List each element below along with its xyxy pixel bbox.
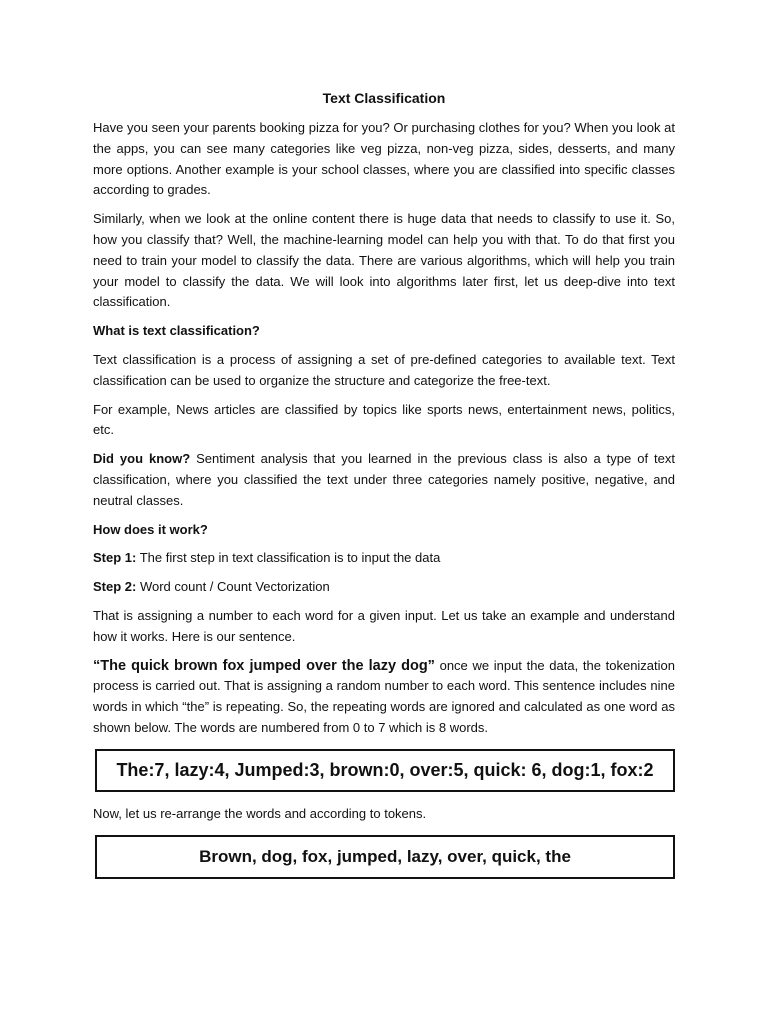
rearrange-paragraph: Now, let us re-arrange the words and according to tokens. <box>93 805 427 821</box>
definition-paragraph: Text classification is a process of assigning a set of pre-defined categories to available text. Text classification can be used to organize the structure and categorize the free-text. <box>93 351 675 388</box>
step-2-paragraph <box>93 577 675 598</box>
intro-paragraph-2: Similarly, when we look at the online content there is huge data that needs to classify to use it. So, how you classify that? Well, the machine-learning model can help you with that. To do that first you need to train your model to classify the data. There are various algorithms, which will help you train your model to classify the data. We will look into algorithms later first, let us deep-dive into text classification. <box>93 211 675 310</box>
step-2-label: Step 2: <box>93 579 137 595</box>
section-heading-how: How does it work? <box>93 521 208 537</box>
token-mapping-box: The:7, lazy:4, Jumped:3, brown:0, over:5, quick: 6, dog:1, fox:2 <box>95 749 675 792</box>
example-sentence-paragraph <box>93 656 675 739</box>
word-count-explanation: That is assigning a number to each word for a given input. Let us take an example and understand how it works. Here is our sentence. <box>93 607 675 644</box>
page-title: Text Classification <box>322 90 446 106</box>
intro-paragraph-1: Have you seen your parents booking pizza for you? Or purchasing clothes for you? When you look at the apps, you can see many categories like veg pizza, non-veg pizza, sides, desserts, and many more options. Another example is your school classes, where you are classified into specific classes according to grades. <box>93 120 675 198</box>
sorted-tokens-box: Brown, dog, fox, jumped, lazy, over, quick, the <box>95 835 675 879</box>
did-you-know-label: Did you know? <box>93 451 191 467</box>
document-page <box>93 88 675 879</box>
section-heading-what-is: What is text classification? <box>93 323 260 339</box>
step-2-text: Word count / Count Vectorization <box>136 579 330 595</box>
example-sentence: “The quick brown fox jumped over the lazy dog” <box>93 657 435 674</box>
step-1-text: The first step in text classification is to input the data <box>136 550 441 566</box>
did-you-know-text: Sentiment analysis that you learned in the previous class is also a type of text classification, where you classified the text under three categories namely positive, negative, and neutral classes. <box>93 451 675 508</box>
example-paragraph: For example, News articles are classified by topics like sports news, entertainment news, politics, etc. <box>93 401 675 438</box>
did-you-know-paragraph <box>93 449 675 511</box>
step-1-paragraph <box>93 548 675 569</box>
step-1-label: Step 1: <box>93 550 137 566</box>
tokenization-text: once we input the data, the tokenization process is carried out. That is assigning a random number to each word. This sentence includes nine words in which “the” is repeating. So, the repeating words are ignored and calculated as one word as shown below. The words are numbered from 0 to 7 which is 8 words. <box>93 657 675 735</box>
